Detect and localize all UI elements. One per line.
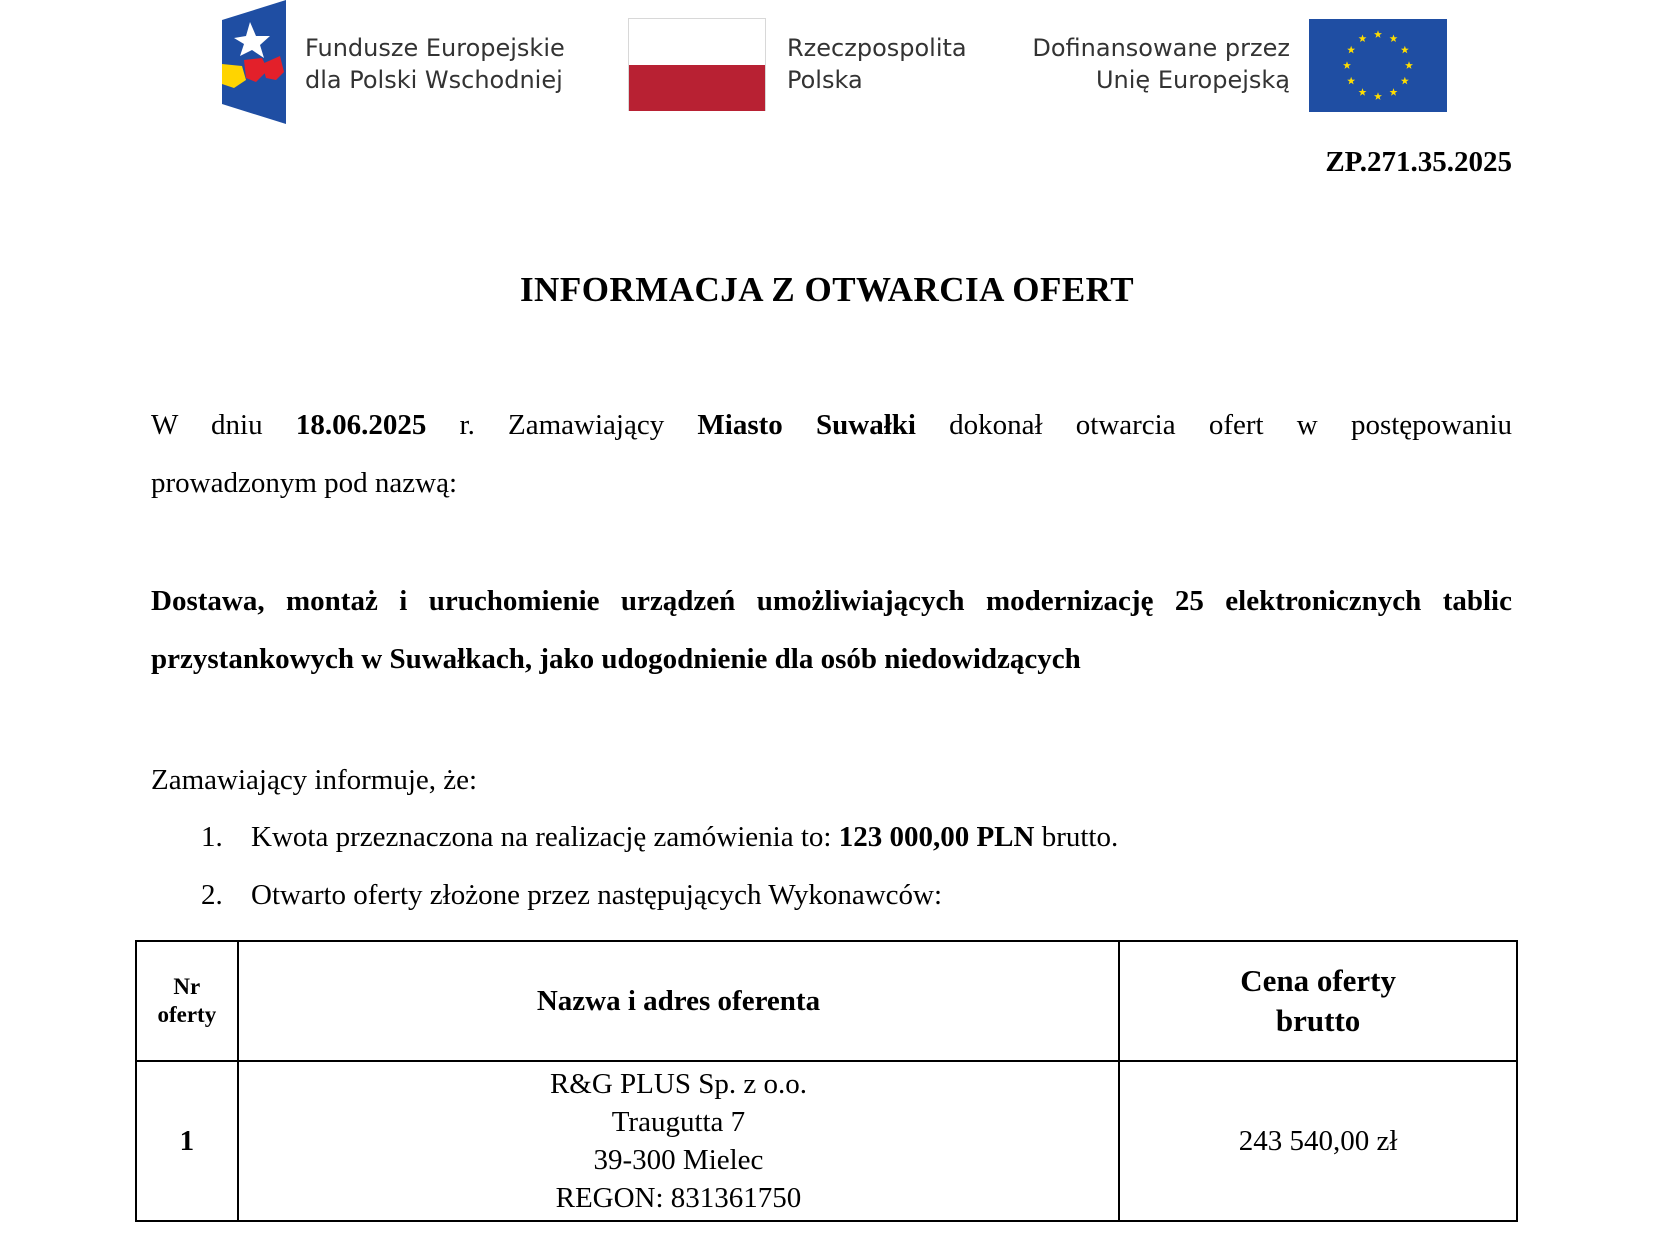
- offer-price: 243 540,00 zł: [1119, 1061, 1517, 1221]
- offer-number: 1: [136, 1061, 238, 1221]
- eu-flag: [1309, 19, 1447, 112]
- polish-flag: [628, 18, 766, 111]
- page-title: INFORMACJA Z OTWARCIA OFERT: [519, 270, 1135, 309]
- bidder-name-address: R&G PLUS Sp. z o.o. Traugutta 7 39-300 Mielec REGON: 831361750: [238, 1061, 1120, 1221]
- header-bidder-name: Nazwa i adres oferenta: [238, 941, 1120, 1061]
- list-item: 1. Kwota przeznaczona na realizację zamówienia to: 123 000,00 PLN brutto.: [201, 821, 1119, 853]
- header-price: Cena oferty brutto: [1119, 941, 1517, 1061]
- eu-cofinancing-text: Dofinansowane przez Unię Europejską: [1032, 34, 1290, 94]
- offers-table: [135, 940, 1518, 1222]
- table-header-row: [136, 941, 1517, 1061]
- header-offer-number: Nr oferty: [136, 941, 238, 1061]
- budget-amount: 123 000,00 PLN: [838, 821, 1035, 853]
- reference-number: ZP.271.35.2025: [1325, 146, 1512, 178]
- list-item: 2. Otwarto oferty złożone przez następujących Wykonawców:: [201, 879, 943, 911]
- table-row: [136, 1061, 1517, 1221]
- header-logos: [0, 0, 1654, 130]
- procurement-name: Dostawa, montaż i uruchomienie urządzeń umożliwiających modernizację 25 elektronicznych tablic przystankowych w Suwałkach, jako udogodnienie dla osób niedowidzących: [151, 585, 1512, 675]
- intro-paragraph: W dniu 18.06.2025 r. Zamawiający Miasto Suwałki dokonał otwarcia ofert w postępowaniu prowadzonym pod nazwą:: [151, 409, 1513, 499]
- info-list: [151, 808, 1512, 924]
- fundusze-europejskie-text: Fundusze Europejskie dla Polski Wschodniej: [305, 34, 565, 94]
- rzeczpospolita-polska-text: Rzeczpospolita Polska: [787, 34, 967, 94]
- fundusze-europejskie-logo: [220, 0, 286, 124]
- info-intro: Zamawiający informuje, że:: [151, 764, 478, 796]
- opening-date: 18.06.2025: [295, 409, 427, 441]
- contracting-authority: Miasto Suwałki: [697, 409, 916, 441]
